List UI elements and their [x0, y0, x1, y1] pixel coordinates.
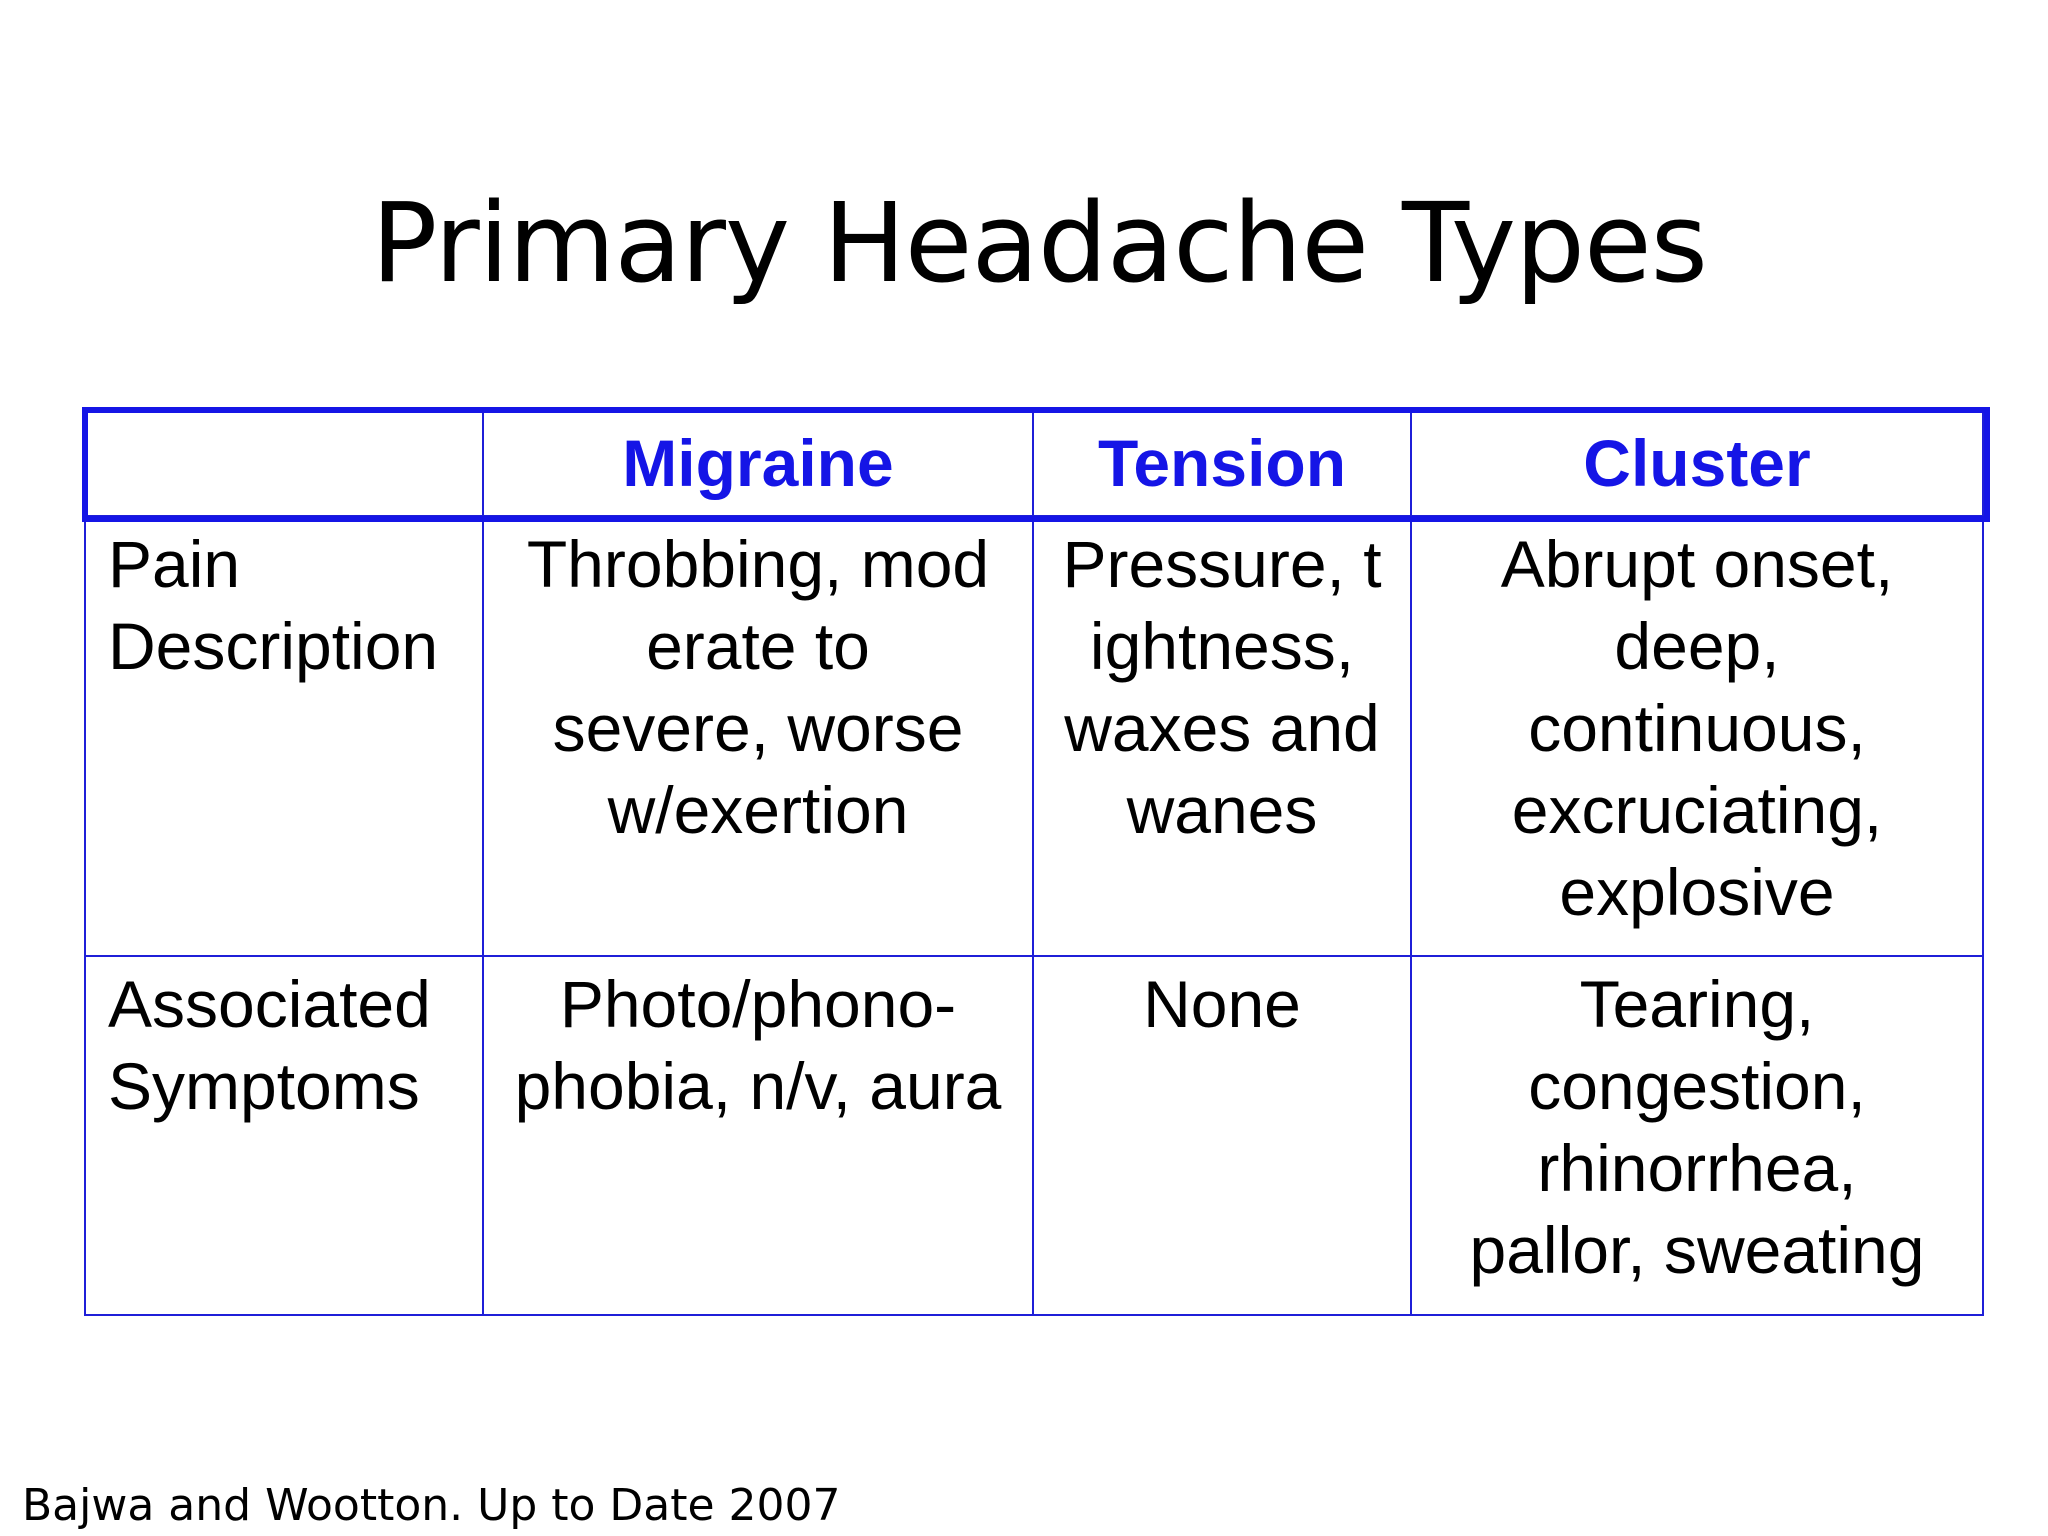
- cell-tension-symptoms: [1033, 956, 1411, 1315]
- cell-line: continuous,: [1528, 691, 1866, 765]
- cell-line: Abrupt onset,: [1500, 527, 1894, 601]
- cell-line: congestion,: [1528, 1049, 1866, 1123]
- cell-line: Tearing,: [1579, 967, 1815, 1041]
- cell-line: rhinorrhea,: [1537, 1131, 1857, 1205]
- row-label-line: Description: [108, 609, 439, 683]
- cell-line: None: [1143, 967, 1301, 1041]
- cell-line: wanes: [1126, 773, 1318, 847]
- cell-tension-pain: [1033, 516, 1411, 956]
- cell-migraine-symptoms: [483, 956, 1033, 1315]
- cell-line: deep,: [1614, 609, 1780, 683]
- cell-line: severe, worse: [552, 691, 964, 765]
- slide-title: Primary Headache Types: [371, 179, 1707, 307]
- headache-table: [84, 409, 1982, 1304]
- row-label-line: Associated: [108, 967, 431, 1041]
- cell-line: Photo/phono-: [559, 967, 957, 1041]
- cell-line: waxes and: [1064, 691, 1380, 765]
- cell-line: pallor, sweating: [1469, 1213, 1925, 1287]
- cell-line: phobia, n/v, aura: [514, 1049, 1002, 1123]
- table-header-row: [85, 410, 1983, 516]
- cell-line: ightness,: [1089, 609, 1355, 683]
- row-label-associated-symptoms: [85, 956, 483, 1315]
- cell-cluster-pain: [1411, 516, 1983, 956]
- cell-migraine-pain: [483, 516, 1033, 956]
- cell-line: explosive: [1559, 855, 1835, 929]
- cell-line: excruciating,: [1511, 773, 1883, 847]
- cell-line: Throbbing, mod: [526, 527, 990, 601]
- table-row: [85, 956, 1983, 1315]
- cell-line: erate to: [646, 609, 870, 683]
- table-row: [85, 516, 1983, 956]
- citation: Bajwa and Wootton. Up to Date 2007: [22, 1480, 841, 1531]
- header-cell-tension: Tension: [1033, 410, 1411, 516]
- row-label-line: Pain: [108, 527, 241, 601]
- header-cell-cluster: Cluster: [1411, 410, 1983, 516]
- comparison-table: [84, 409, 1984, 1316]
- header-cell-empty: [85, 410, 483, 516]
- cell-cluster-symptoms: [1411, 956, 1983, 1315]
- row-label-pain-description: [85, 516, 483, 956]
- cell-line: w/exertion: [607, 773, 909, 847]
- header-cell-migraine: Migraine: [483, 410, 1033, 516]
- row-label-line: Symptoms: [108, 1049, 420, 1123]
- cell-line: Pressure, t: [1062, 527, 1382, 601]
